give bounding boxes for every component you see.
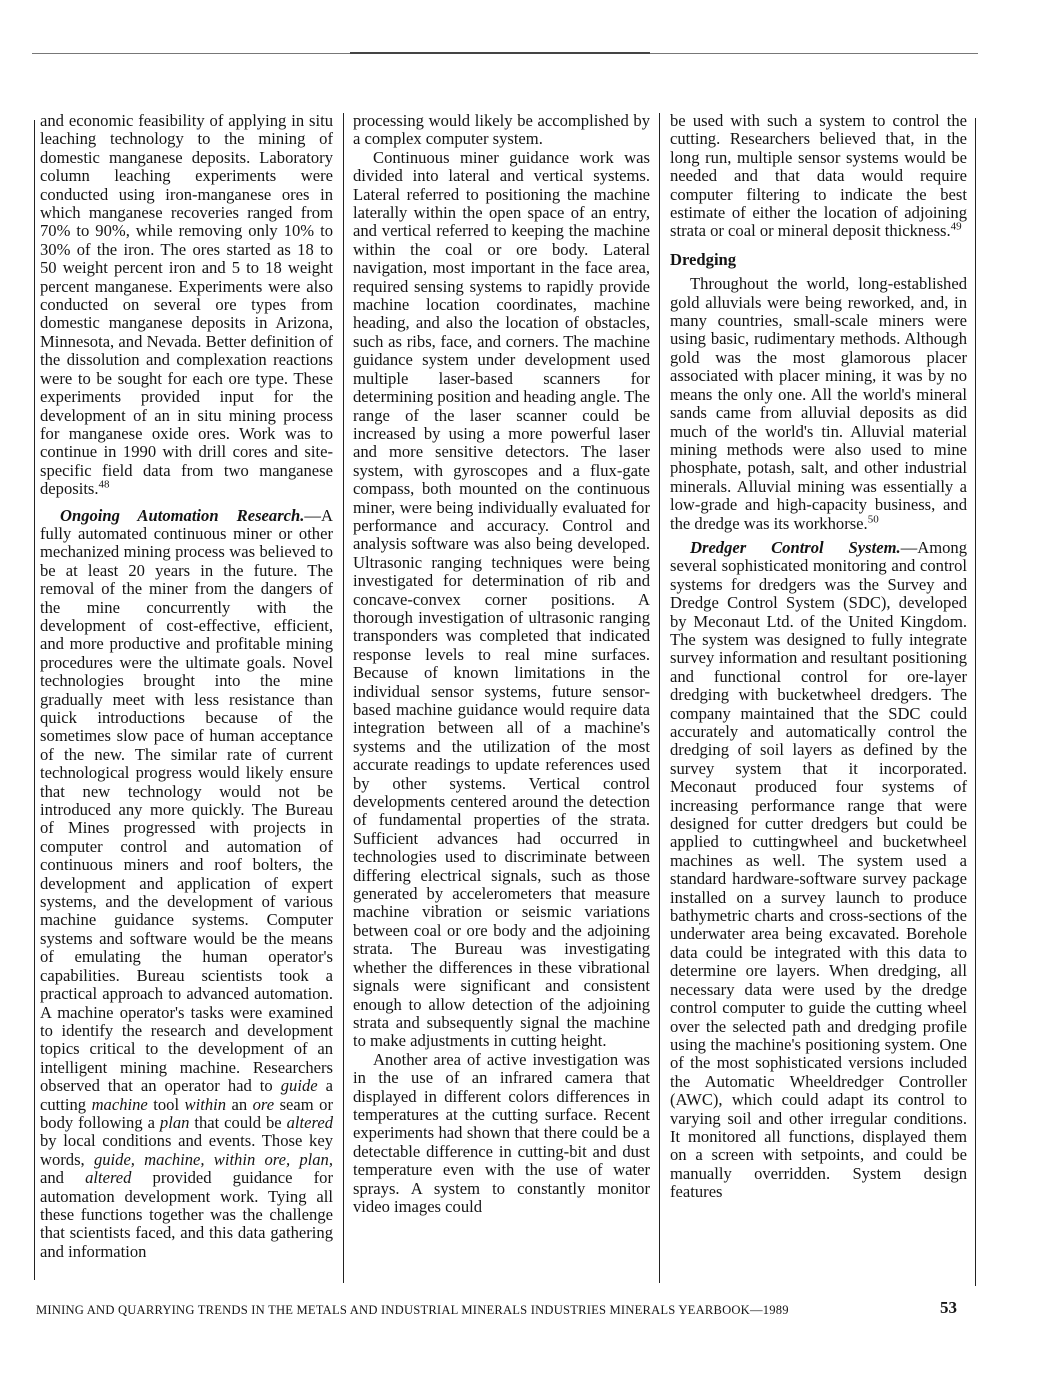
column-rule-left [34, 120, 35, 1280]
page-number: 53 [940, 1298, 957, 1317]
running-footer: MINING AND QUARRYING TRENDS IN THE METALS AND INDUSTRIAL MINERALS INDUSTRIES MINERALS YEARBOOK—1989 [36, 1303, 789, 1317]
run-in-heading: Dredger Control System. [690, 537, 901, 557]
column-rule-right [975, 118, 976, 1286]
text-column-3 [670, 112, 967, 1202]
footnote-ref: 50 [867, 513, 879, 525]
paragraph: Throughout the world, long-established gold alluvials were being reworked, and, in many countries, small-scale miners were using basic, rudimentary methods. Although gold was the most glamorous placer associated with placer mining, it was by no means the only one. All the world's mineral sands came from alluvial deposits as did much of the world's tin. Alluvial material mining methods were also used to mine phosphate, potash, salt, and other industrial minerals. Alluvial mining was essentially a low-grade and high-capacity business, and the dredge was its workhorse.$^{50}$ [670, 274, 967, 533]
column-rule-1 [343, 113, 344, 1283]
text-column-2 [353, 112, 650, 1216]
column-rule-2 [659, 113, 660, 1283]
paragraph: and economic feasibility of applying in situ leaching technology to the mining of domestic manganese deposits. Laboratory column leaching experiments were conducted using iron-manganese ores in which manganese recoveries ranged from 70% to 90%, while removing only 10% to 30% of the iron. The ores started as 18 to 50 weight percent iron and 5 to 18 weight percent manganese. Experiments were also conducted on several ore types from domestic manganese deposits in Arizona, Minnesota, and Nevada. Better definition of the dissolution and complexation reactions were to be sought for each ore type. These experiments provided input for the development of an in situ mining process for manganese oxide ores. Work was to continue in 1990 with drill cores and site-specific field data from two manganese deposits.$^{48}$ [40, 111, 333, 499]
footnote-ref: 49 [950, 220, 962, 233]
paragraph: Continuous miner guidance work was divided into lateral and vertical systems. Lateral referred to positioning the machine laterally within the open space of an entry, and vertical referred to keeping the machine within the coal or ore body. Lateral navigation, most important in the face area, required sensing systems to rapidly provide machine location coordinates, machine heading, and also the location of obstacles, such as ribs, face, and corners. The machine guidance system under development used multiple laser-based scanners for determining position and heading angle. The range of the laser scanner could be increased by using a more powerful laser and more sensitive detectors. The laser system, with gyroscopes and a flux-gate compass, both mounted on the continuous miner, were being individually evaluated for performance and accuracy. Control and analysis software was also being developed. Ultrasonic ranging techniques were being investigated for determination of rib and concave-convex corner positions. A thorough investigation of ultrasonic ranging transponders was completed that indicated response levels to real mine surfaces. Because of known limitations in the individual sensor systems, future sensor-based machine guidance would require data integration between all of a machine's systems and the utilization of the most accurate readings to update references used by other systems. Vertical control developments centered around the detection of fundamental properties of the strata. Sufficient advances had occurred in technologies used to discriminate between differing electrical signals, such as those generated by accelerometers that measure machine vibration or seismic variations between coal or ore body and the adjoining strata. The Bureau was investigating whether the differences in these vibrational signals were significant and consistent enough to allow detection of the adjoining strata and subsequently signal the machine to make adjustments in cutting height. [353, 147, 650, 1051]
paragraph: Ongoing Automation Research.—A fully automated continuous miner or other mechanized mining process was believed to be at least 20 years in the future. The removal of the miner from the dangers of the mine concurrently with the development of cost-effective, efficient, and more productive and profitable mining procedures were the ultimate goals. Novel technologies brought into the mine gradually meet with less resistance than quick introductions because of the sometimes slow pace of human acceptance of the new. The similar rate of current technological progress would likely ensure that new technology would not be introduced any more quickly. The Bureau of Mines progressed with projects in computer control and automation of continuous miners and roof bolters, the development and application of expert systems, and the development of various machine guidance systems. Computer systems and software would be the means of emulating the human operator's capabilities. Bureau scientists took a practical approach to advanced automation. A machine operator's tasks were examined to identify the research and development topics critical to the development of an intelligent mining machine. Researchers observed that an operator had to guide a cutting machine tool within an ore seam or body following a plan that could be altered by local conditions and events. Those key words, guide, machine, within ore, plan, and altered provided guidance for automation development work. Tying all these functions together was the challenge that scientists faced, and this data gathering and information [40, 505, 334, 1261]
paragraph: Another area of active investigation was in the use of an infrared camera that displayed in different colors differences in temperatures at the cutting surface. Recent experiments had shown that there could be a detectable difference in cutting-bit and dust temperature even with the use of water sprays. A system to constantly monitor video images could [353, 1049, 650, 1216]
footnote-ref: 48 [98, 478, 110, 491]
top-rule-accent [350, 52, 650, 54]
paragraph: Dredger Control System.—Among several sophisticated monitoring and control systems for dredgers was the Survey and Dredge Control System (SDC), developed by Meconaut Ltd. of the United Kingdom. The system was designed to fully integrate survey information and resultant positioning and functional control for ore-layer dredging with bucketwheel dredgers. The company maintained that the SDC could accurately and automatically control the dredging of soil layers as defined by the survey system that it incorporated. Meconaut produced four systems of increasing performance range that were designed for cutter dredgers but could be applied to cuttingwheel and bucketwheel machines as well. The system used a standard hardware-software survey package installed on a survey launch to produce bathymetric charts and cross-sections of the underwater area being excavated. Borehole data could be integrated with this data to determine ore layers. When dredging, all necessary data were used by the dredge control computer to guide the cutting wheel over the selected path and dredging profile using the machine's positioning system. One of the most sophisticated versions included the Automatic Wheeldredger Controller (AWC), which could adapt its control to varying soil and other irregular conditions. It monitored all functions, displayed them on a screen with setpoints, and could be manually overridden. System design features [670, 537, 967, 1202]
paragraph: be used with such a system to control the cutting. Researchers believed that, in the long run, multiple sensor systems would be needed and that data would require computer filtering to indicate the best estimate of either the location of adjoining strata or coal or mineral deposit thickness.$^{49}$ [670, 111, 967, 241]
text-column-1 [40, 112, 333, 1261]
section-heading: Dredging [670, 249, 737, 269]
run-in-heading: Ongoing Automation Research. [60, 505, 305, 525]
paragraph: processing would likely be accomplished by a complex computer system. [353, 111, 650, 149]
